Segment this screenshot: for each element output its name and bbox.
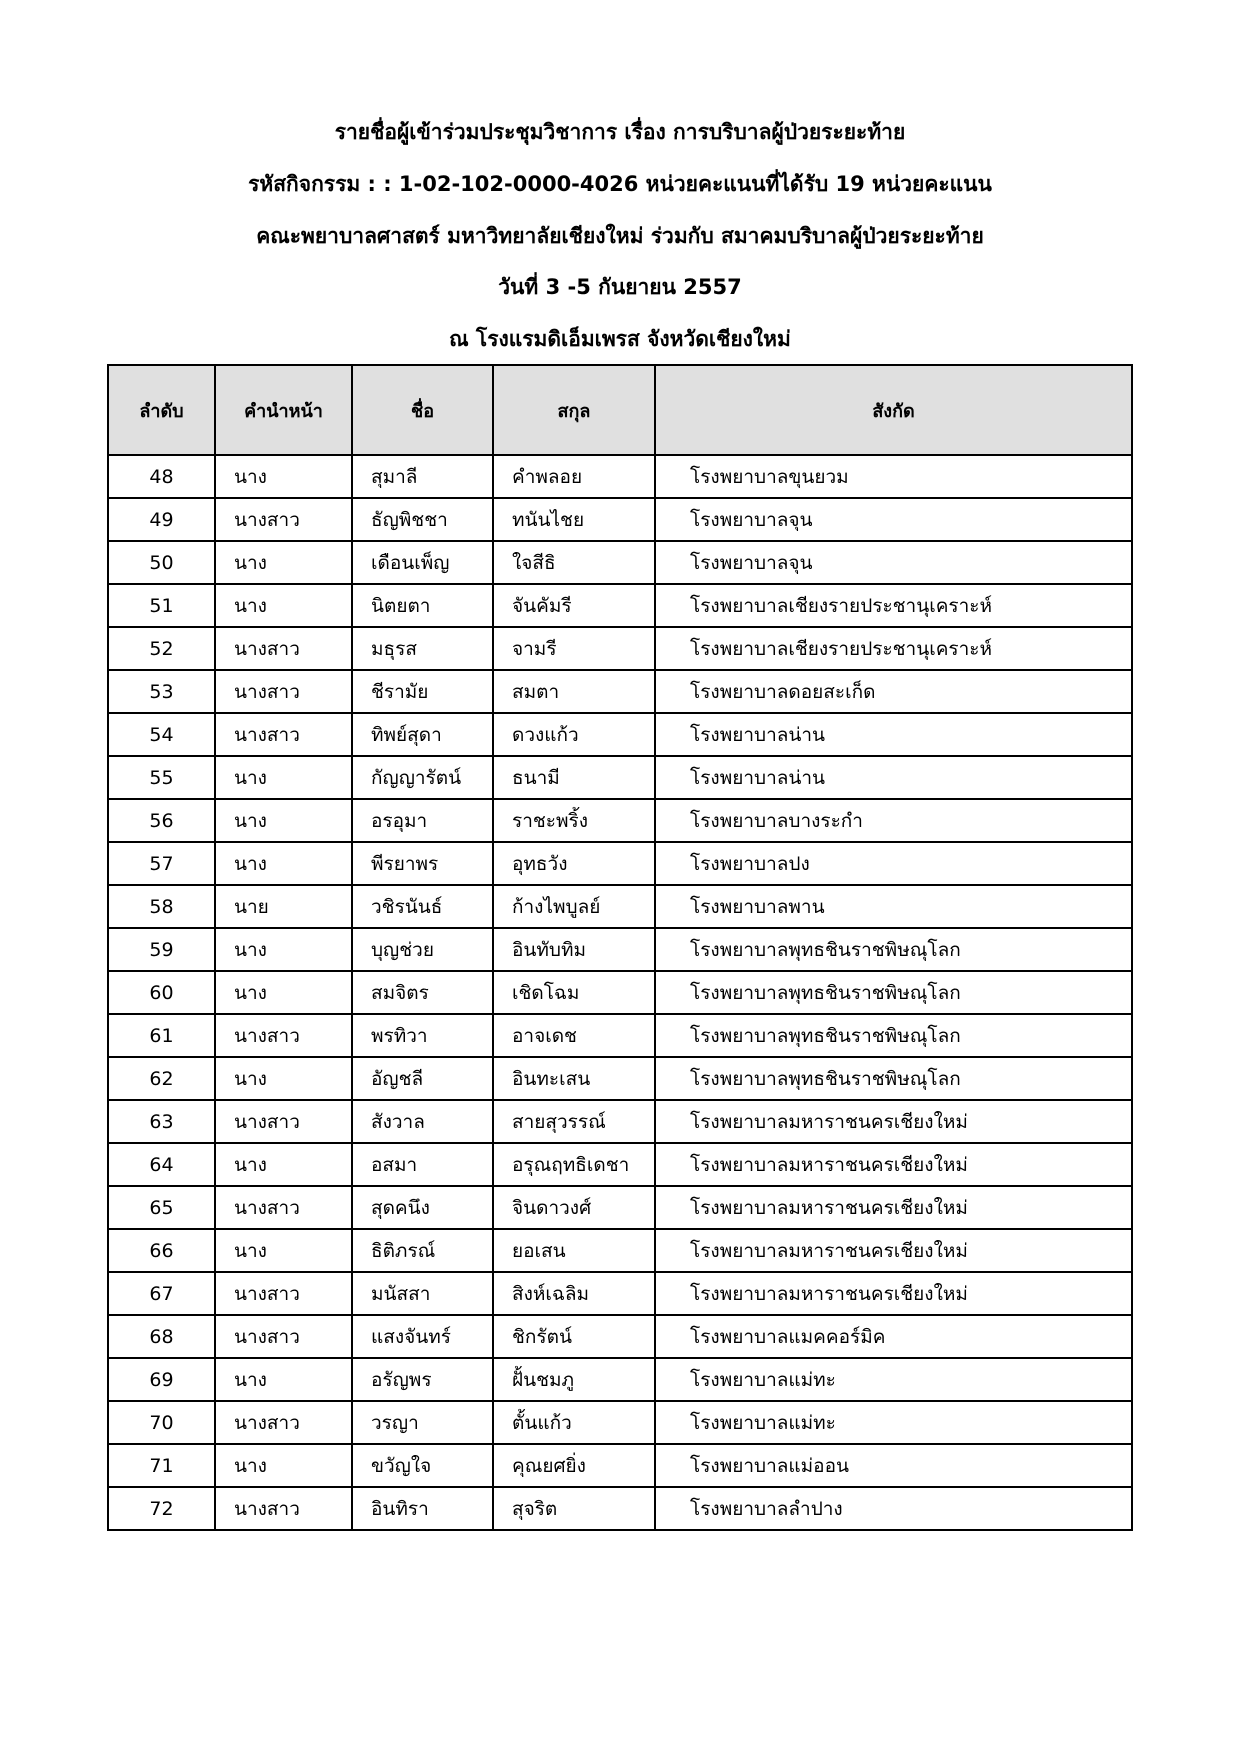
- affiliation-cell: โรงพยาบาลมหาราชนครเชียงใหม่: [655, 1186, 1132, 1229]
- date-line: วันที่ 3 -5 กันยายน 2557: [498, 275, 742, 299]
- first-name-cell: สังวาล: [352, 1100, 493, 1143]
- surname-cell: ยอเสน: [493, 1229, 655, 1272]
- row-number-cell: 50: [108, 541, 215, 584]
- name-prefix-cell: นาง: [215, 455, 352, 498]
- affiliation-cell: โรงพยาบาลแม่ทะ: [655, 1401, 1132, 1444]
- affiliation-cell: โรงพยาบาลจุน: [655, 498, 1132, 541]
- activity-code-line: รหัสกิจกรรม : : 1-02-102-0000-4026 หน่วยคะแนนที่ได้รับ 19 หน่วยคะแนน: [248, 172, 992, 196]
- name-prefix-cell: นาง: [215, 756, 352, 799]
- name-prefix-cell: นาง: [215, 584, 352, 627]
- surname-cell: เชิดโฉม: [493, 971, 655, 1014]
- first-name-cell: พีรยาพร: [352, 842, 493, 885]
- table-header-row: [108, 365, 1132, 455]
- affiliation-cell: โรงพยาบาลเชียงรายประชานุเคราะห์: [655, 627, 1132, 670]
- table-row: [108, 1186, 1132, 1229]
- first-name-cell: อรอุมา: [352, 799, 493, 842]
- table-body: [108, 455, 1132, 1530]
- affiliation-cell: โรงพยาบาลลำปาง: [655, 1487, 1132, 1530]
- affiliation-cell: โรงพยาบาลพุทธชินราชพิษณุโลก: [655, 1014, 1132, 1057]
- row-number-cell: 65: [108, 1186, 215, 1229]
- first-name-cell: อรัญพร: [352, 1358, 493, 1401]
- table-row: [108, 1229, 1132, 1272]
- affiliation-cell: โรงพยาบาลมหาราชนครเชียงใหม่: [655, 1229, 1132, 1272]
- column-header-number: ลำดับ: [108, 365, 215, 455]
- name-prefix-cell: นางสาว: [215, 627, 352, 670]
- row-number-cell: 69: [108, 1358, 215, 1401]
- surname-cell: สิงห์เฉลิม: [493, 1272, 655, 1315]
- row-number-cell: 59: [108, 928, 215, 971]
- surname-cell: ธนามี: [493, 756, 655, 799]
- first-name-cell: ขวัญใจ: [352, 1444, 493, 1487]
- name-prefix-cell: นาง: [215, 1358, 352, 1401]
- affiliation-cell: โรงพยาบาลมหาราชนครเชียงใหม่: [655, 1272, 1132, 1315]
- row-number-cell: 54: [108, 713, 215, 756]
- name-prefix-cell: นาง: [215, 799, 352, 842]
- table-row: [108, 1057, 1132, 1100]
- surname-cell: ดวงแก้ว: [493, 713, 655, 756]
- table-row: [108, 627, 1132, 670]
- affiliation-cell: โรงพยาบาลขุนยวม: [655, 455, 1132, 498]
- affiliation-cell: โรงพยาบาลมหาราชนครเชียงใหม่: [655, 1143, 1132, 1186]
- first-name-cell: อินทิรา: [352, 1487, 493, 1530]
- name-prefix-cell: นางสาว: [215, 713, 352, 756]
- first-name-cell: แสงจันทร์: [352, 1315, 493, 1358]
- name-prefix-cell: นาย: [215, 885, 352, 928]
- surname-cell: จามรี: [493, 627, 655, 670]
- name-prefix-cell: นาง: [215, 541, 352, 584]
- row-number-cell: 51: [108, 584, 215, 627]
- affiliation-cell: โรงพยาบาลจุน: [655, 541, 1132, 584]
- row-number-cell: 57: [108, 842, 215, 885]
- affiliation-cell: โรงพยาบาลปง: [655, 842, 1132, 885]
- name-prefix-cell: นางสาว: [215, 498, 352, 541]
- row-number-cell: 62: [108, 1057, 215, 1100]
- name-prefix-cell: นาง: [215, 971, 352, 1014]
- row-number-cell: 48: [108, 455, 215, 498]
- surname-cell: จันคัมรี: [493, 584, 655, 627]
- table-row: [108, 1401, 1132, 1444]
- name-prefix-cell: นาง: [215, 928, 352, 971]
- surname-cell: จินดาวงศ์: [493, 1186, 655, 1229]
- first-name-cell: เดือนเพ็ญ: [352, 541, 493, 584]
- first-name-cell: วชิรนันธ์: [352, 885, 493, 928]
- table-row: [108, 498, 1132, 541]
- affiliation-cell: โรงพยาบาลดอยสะเก็ด: [655, 670, 1132, 713]
- affiliation-cell: โรงพยาบาลแมคคอร์มิค: [655, 1315, 1132, 1358]
- surname-cell: ราชะพริ้ง: [493, 799, 655, 842]
- first-name-cell: อสมา: [352, 1143, 493, 1186]
- table-row: [108, 541, 1132, 584]
- surname-cell: อาจเดช: [493, 1014, 655, 1057]
- affiliation-cell: โรงพยาบาลน่าน: [655, 713, 1132, 756]
- table-row: [108, 928, 1132, 971]
- name-prefix-cell: นางสาว: [215, 1487, 352, 1530]
- column-header-affiliation: สังกัด: [655, 365, 1132, 455]
- first-name-cell: มธุรส: [352, 627, 493, 670]
- name-prefix-cell: นางสาว: [215, 1014, 352, 1057]
- surname-cell: คุณยศยิ่ง: [493, 1444, 655, 1487]
- column-header-surname: สกุล: [493, 365, 655, 455]
- name-prefix-cell: นาง: [215, 1143, 352, 1186]
- table-row: [108, 713, 1132, 756]
- first-name-cell: บุญช่วย: [352, 928, 493, 971]
- table-row: [108, 842, 1132, 885]
- row-number-cell: 58: [108, 885, 215, 928]
- row-number-cell: 67: [108, 1272, 215, 1315]
- surname-cell: ฝั้นชมภู: [493, 1358, 655, 1401]
- first-name-cell: ทิพย์สุดา: [352, 713, 493, 756]
- affiliation-cell: โรงพยาบาลพุทธชินราชพิษณุโลก: [655, 971, 1132, 1014]
- organizer-line: คณะพยาบาลศาสตร์ มหาวิทยาลัยเชียงใหม่ ร่วมกับ สมาคมบริบาลผู้ป่วยระยะท้าย: [256, 224, 984, 248]
- first-name-cell: วรญา: [352, 1401, 493, 1444]
- row-number-cell: 64: [108, 1143, 215, 1186]
- affiliation-cell: โรงพยาบาลมหาราชนครเชียงใหม่: [655, 1100, 1132, 1143]
- first-name-cell: พรทิวา: [352, 1014, 493, 1057]
- row-number-cell: 49: [108, 498, 215, 541]
- row-number-cell: 60: [108, 971, 215, 1014]
- first-name-cell: ธัญพิชชา: [352, 498, 493, 541]
- first-name-cell: มนัสสา: [352, 1272, 493, 1315]
- name-prefix-cell: นางสาว: [215, 1401, 352, 1444]
- table-row: [108, 799, 1132, 842]
- row-number-cell: 53: [108, 670, 215, 713]
- table-row: [108, 1100, 1132, 1143]
- row-number-cell: 61: [108, 1014, 215, 1057]
- title-line: รายชื่อผู้เข้าร่วมประชุมวิชาการ เรื่อง การบริบาลผู้ป่วยระยะท้าย: [334, 120, 906, 144]
- table-row: [108, 1143, 1132, 1186]
- affiliation-cell: โรงพยาบาลแม่ออน: [655, 1444, 1132, 1487]
- row-number-cell: 55: [108, 756, 215, 799]
- name-prefix-cell: นางสาว: [215, 1315, 352, 1358]
- table-row: [108, 455, 1132, 498]
- row-number-cell: 66: [108, 1229, 215, 1272]
- name-prefix-cell: นาง: [215, 1229, 352, 1272]
- surname-cell: สมตา: [493, 670, 655, 713]
- name-prefix-cell: นางสาว: [215, 1186, 352, 1229]
- name-prefix-cell: นางสาว: [215, 1272, 352, 1315]
- surname-cell: อุทธวัง: [493, 842, 655, 885]
- surname-cell: สายสุวรรณ์: [493, 1100, 655, 1143]
- surname-cell: อินทับทิม: [493, 928, 655, 971]
- surname-cell: ตั้นแก้ว: [493, 1401, 655, 1444]
- row-number-cell: 52: [108, 627, 215, 670]
- affiliation-cell: โรงพยาบาลแม่ทะ: [655, 1358, 1132, 1401]
- row-number-cell: 68: [108, 1315, 215, 1358]
- row-number-cell: 63: [108, 1100, 215, 1143]
- row-number-cell: 56: [108, 799, 215, 842]
- first-name-cell: สุมาลี: [352, 455, 493, 498]
- table-row: [108, 1272, 1132, 1315]
- table-row: [108, 971, 1132, 1014]
- table-row: [108, 1487, 1132, 1530]
- name-prefix-cell: นาง: [215, 842, 352, 885]
- first-name-cell: อัญชลี: [352, 1057, 493, 1100]
- affiliation-cell: โรงพยาบาลบางระกำ: [655, 799, 1132, 842]
- affiliation-cell: โรงพยาบาลพาน: [655, 885, 1132, 928]
- table-row: [108, 670, 1132, 713]
- affiliation-cell: โรงพยาบาลพุทธชินราชพิษณุโลก: [655, 1057, 1132, 1100]
- table-row: [108, 885, 1132, 928]
- surname-cell: สุจริต: [493, 1487, 655, 1530]
- column-header-first-name: ชื่อ: [352, 365, 493, 455]
- column-header-prefix: คำนำหน้า: [215, 365, 352, 455]
- participant-table: [107, 364, 1133, 1531]
- table-row: [108, 1315, 1132, 1358]
- surname-cell: ก้างไพบูลย์: [493, 885, 655, 928]
- row-number-cell: 71: [108, 1444, 215, 1487]
- surname-cell: ชิกรัตน์: [493, 1315, 655, 1358]
- first-name-cell: ชีรามัย: [352, 670, 493, 713]
- table-row: [108, 1444, 1132, 1487]
- row-number-cell: 72: [108, 1487, 215, 1530]
- surname-cell: ทนันไชย: [493, 498, 655, 541]
- name-prefix-cell: นาง: [215, 1444, 352, 1487]
- row-number-cell: 70: [108, 1401, 215, 1444]
- surname-cell: ใจสีธิ: [493, 541, 655, 584]
- venue-line: ณ โรงแรมดิเอ็มเพรส จังหวัดเชียงใหม่: [449, 327, 791, 351]
- surname-cell: อรุณฤทธิเดชา: [493, 1143, 655, 1186]
- surname-cell: อินทะเสน: [493, 1057, 655, 1100]
- name-prefix-cell: นาง: [215, 1057, 352, 1100]
- first-name-cell: สุดคนึง: [352, 1186, 493, 1229]
- first-name-cell: กัญญารัตน์: [352, 756, 493, 799]
- table-row: [108, 584, 1132, 627]
- surname-cell: คำพลอย: [493, 455, 655, 498]
- first-name-cell: นิตยตา: [352, 584, 493, 627]
- affiliation-cell: โรงพยาบาลพุทธชินราชพิษณุโลก: [655, 928, 1132, 971]
- name-prefix-cell: นางสาว: [215, 1100, 352, 1143]
- first-name-cell: สมจิตร: [352, 971, 493, 1014]
- name-prefix-cell: นางสาว: [215, 670, 352, 713]
- table-row: [108, 1358, 1132, 1401]
- table-row: [108, 1014, 1132, 1057]
- first-name-cell: ธิติภรณ์: [352, 1229, 493, 1272]
- affiliation-cell: โรงพยาบาลน่าน: [655, 756, 1132, 799]
- affiliation-cell: โรงพยาบาลเชียงรายประชานุเคราะห์: [655, 584, 1132, 627]
- table-row: [108, 756, 1132, 799]
